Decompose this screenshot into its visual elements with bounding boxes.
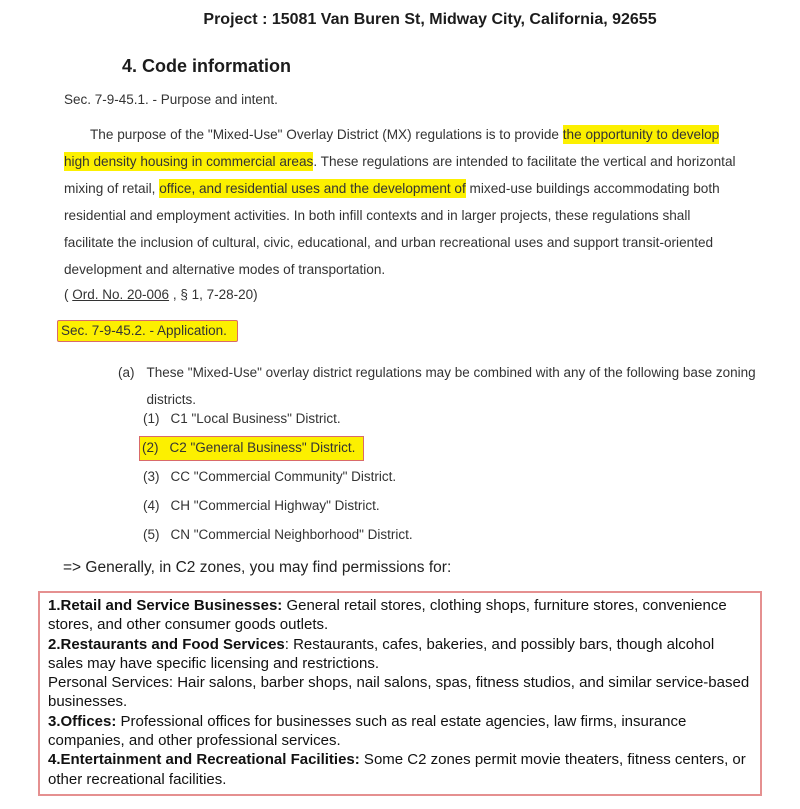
section-heading: 4. Code information xyxy=(122,56,292,76)
district-item-cc xyxy=(143,468,413,486)
permission-item-text: General retail stores, clothing shops, furniture stores, convenience stores, and other consumer goods outlets. xyxy=(48,597,727,634)
district-number: (3) xyxy=(143,469,160,484)
permission-item-title: 1.Retail and Service Businesses: xyxy=(48,597,283,614)
permission-item-title: 3.Offices: xyxy=(48,712,117,730)
district-label: CN "Commercial Neighborhood" District. xyxy=(170,527,413,542)
paragraph-text: mixed-use buildings accommodating both residential and employment activities. In both infill contexts and in larger projects, these regulations shall facilitate the inclusion of cultural, civic, educational, and urban recreational uses and support transit-oriented development and alternative modes of transportation. xyxy=(64,181,720,277)
district-label: C1 "Local Business" District. xyxy=(170,411,341,426)
district-label: C2 "General Business" District. xyxy=(169,439,356,455)
district-list xyxy=(143,410,413,555)
highlighted-district-box xyxy=(139,436,364,461)
project-header: Project : 15081 Van Buren St, Midway City, California, 92655 xyxy=(203,11,657,28)
district-number: (5) xyxy=(143,527,160,542)
highlighted-text: the opportunity to develop high density housing in commercial areas xyxy=(64,127,720,169)
district-number: (1) xyxy=(143,411,160,426)
district-row xyxy=(143,410,341,428)
district-label: CC "Commercial Community" District. xyxy=(170,469,397,484)
sec-7-9-45-1-title: Sec. 7-9-45.1. - Purpose and intent. xyxy=(64,92,278,107)
district-number: (4) xyxy=(143,498,160,513)
ordinance-suffix: , § 1, 7-28-20) xyxy=(169,287,258,302)
item-a-text: These "Mixed-Use" overlay district regulations may be combined with any of the following base zoning districts. xyxy=(146,365,756,407)
district-row xyxy=(143,526,413,544)
permissions-intro: => Generally, in C2 zones, you may find permissions for: xyxy=(63,559,452,576)
permission-item xyxy=(48,596,752,635)
paragraph-text: The purpose of the "Mixed-Use" Overlay District (MX) regulations is to provide xyxy=(90,127,563,142)
district-item-ch xyxy=(143,497,413,515)
ordinance-prefix: ( xyxy=(64,287,73,302)
permission-item-title: 4.Entertainment and Recreational Facilities: xyxy=(48,751,360,769)
ordinance-link[interactable]: Ord. No. 20-006 xyxy=(72,287,170,302)
permission-item xyxy=(48,750,752,789)
district-row xyxy=(143,497,380,515)
sec-7-9-45-2-title: Sec. 7-9-45.2. - Application. xyxy=(57,320,238,342)
district-item-cn xyxy=(143,526,413,544)
district-number: (2) xyxy=(142,439,159,455)
permission-item-text: : Restaurants, cafes, bakeries, and possibly bars, though alcohol sales may have specific licensing and restrictions. xyxy=(48,635,715,672)
permission-item xyxy=(48,635,752,674)
permissions-box xyxy=(38,591,762,796)
permission-item xyxy=(48,712,752,751)
permission-item-title: 2.Restaurants and Food Services xyxy=(48,635,285,653)
item-a-label: (a) xyxy=(118,365,135,380)
highlighted-text: office, and residential uses and the development of xyxy=(159,181,466,196)
district-item-c2 xyxy=(143,439,413,457)
paragraph-text: . These regulations are intended to facilitate the vertical and horizontal mixing of retail, xyxy=(64,154,736,196)
district-label: CH "Commercial Highway" District. xyxy=(170,498,380,513)
permission-item-text: Personal Services: Hair salons, barber shops, nail salons, spas, fitness studios, and similar service-based businesses. xyxy=(48,674,750,711)
application-item-a xyxy=(118,359,764,413)
district-row xyxy=(143,468,396,486)
purpose-paragraph xyxy=(64,121,744,283)
district-item-c1 xyxy=(143,410,413,428)
ordinance-reference xyxy=(64,287,258,302)
permission-item-text: Some C2 zones permit movie theaters, fitness centers, or other recreational facilities. xyxy=(48,751,746,788)
permission-item-text: Professional offices for businesses such as real estate agencies, law firms, insurance companies, and other professional services. xyxy=(48,712,687,750)
permission-item xyxy=(48,673,752,712)
